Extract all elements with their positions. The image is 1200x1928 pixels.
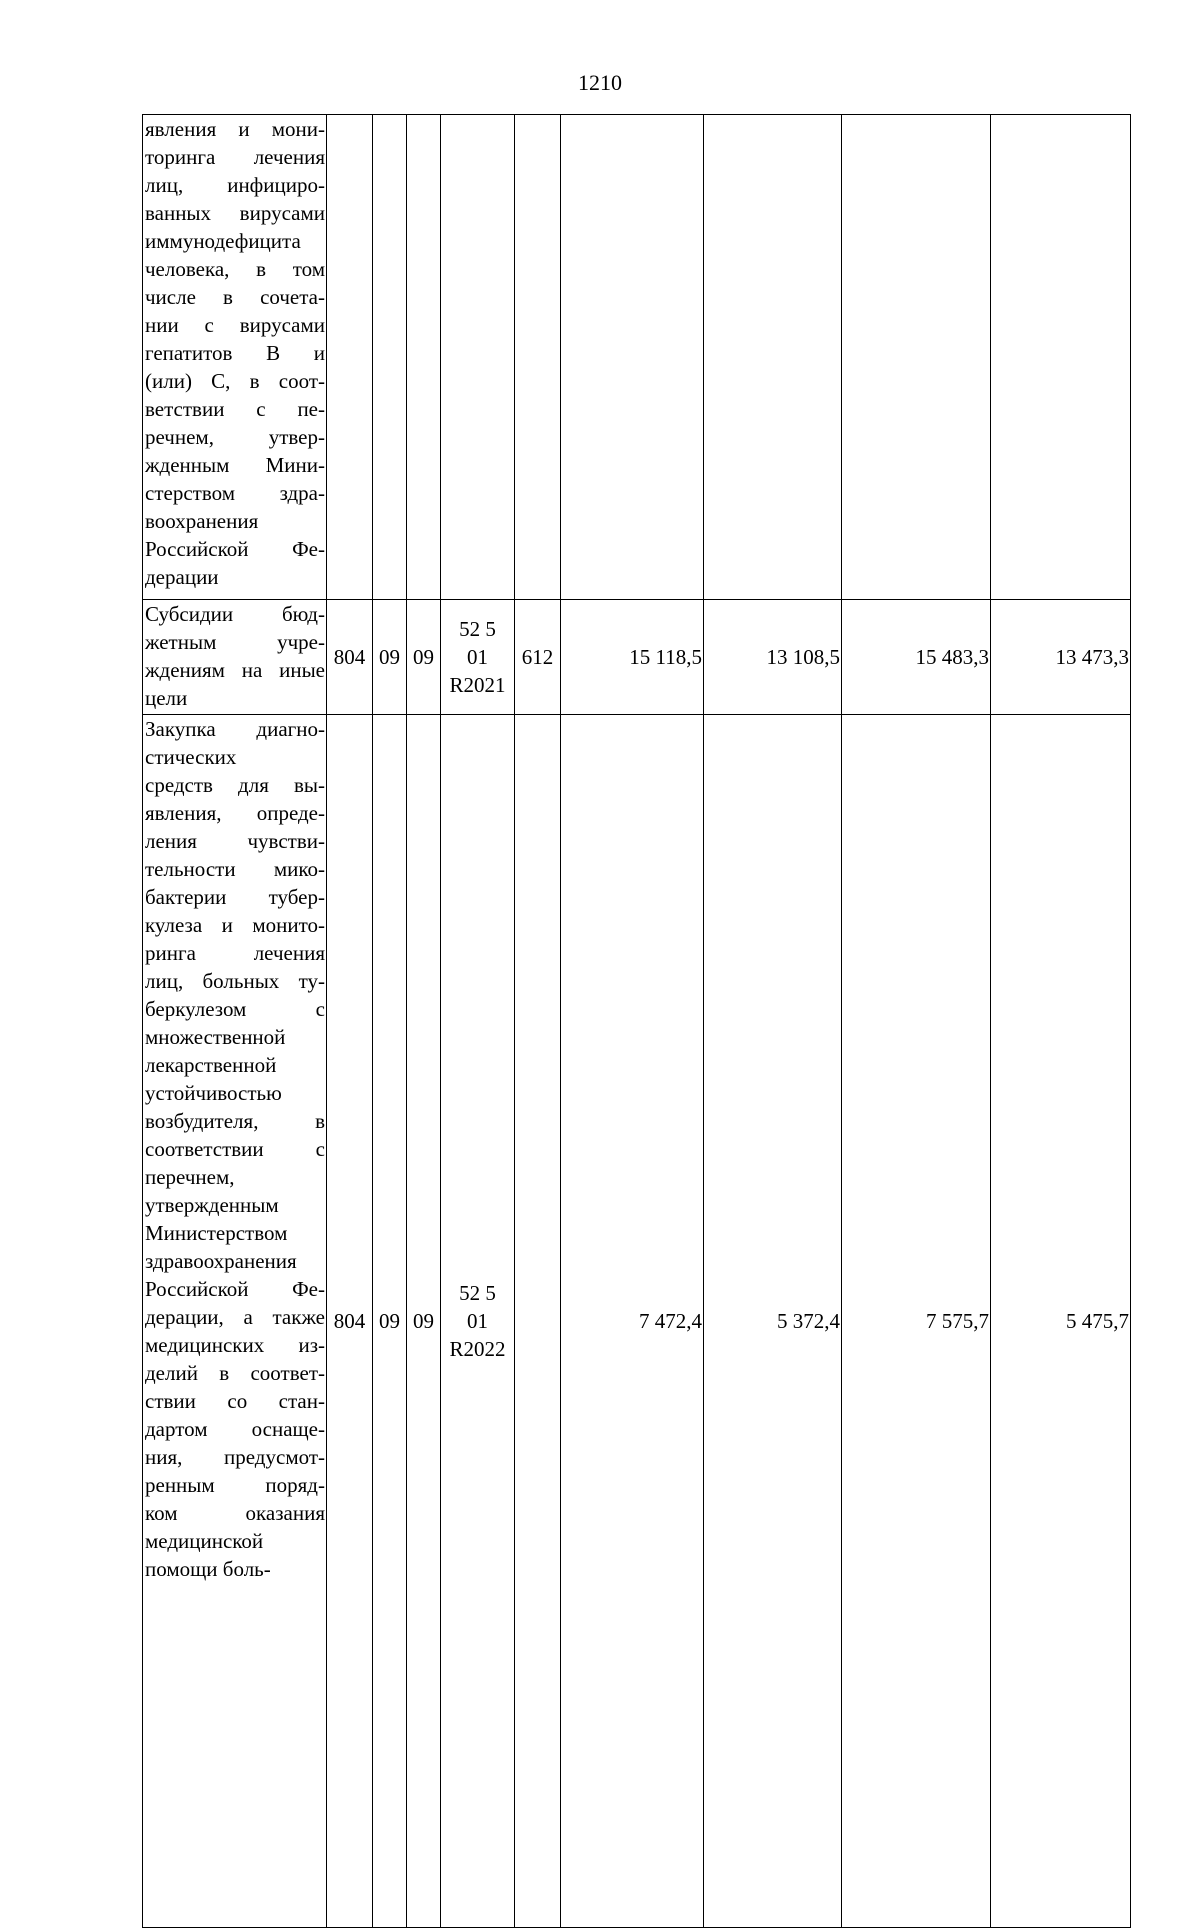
expense-name <box>145 115 325 591</box>
expense-name-line: медицинских из- <box>145 1333 325 1357</box>
target-article-line: 52 5 <box>459 1281 496 1305</box>
expense-name-line: ветствии с пе- <box>145 397 325 421</box>
table-row <box>143 600 1131 715</box>
section-code <box>373 115 407 600</box>
amount-cell-1 <box>561 115 704 600</box>
amount-cell-4: 13 473,3 <box>991 600 1131 715</box>
expense-name-line: средств для вы- <box>145 773 325 797</box>
expense-name-line: дерации, а также <box>145 1305 325 1329</box>
expense-name-line: нии с вирусами <box>145 313 325 337</box>
expense-name-line: медицинской <box>145 1529 264 1553</box>
expense-name-line: ринга лечения <box>145 941 325 965</box>
expense-name-line: устойчивостью <box>145 1081 282 1105</box>
expense-name-line: жетным учре- <box>145 630 325 654</box>
expense-type-code <box>515 715 561 1928</box>
subsection-code <box>407 115 441 600</box>
table-body <box>143 115 1131 1928</box>
amount-cell-4 <box>991 115 1131 600</box>
expense-name-line: стических <box>145 745 237 769</box>
expense-name-line: беркулезом с <box>145 997 325 1021</box>
target-article-line: R2021 <box>449 673 506 697</box>
target-article-line: 01 <box>467 1309 488 1333</box>
expense-name-line: Субсидии бюд- <box>145 602 325 626</box>
expense-name-line: кулеза и монито- <box>145 913 325 937</box>
expense-name-line: ствии со стан- <box>145 1389 325 1413</box>
grbs-code: 804 <box>327 600 373 715</box>
target-article-line: 01 <box>467 645 488 669</box>
expense-name-line: числе в сочета- <box>145 285 325 309</box>
page-number: 1210 <box>578 70 622 95</box>
amount-cell-2 <box>704 115 842 600</box>
subsection-code: 09 <box>407 715 441 1928</box>
expense-name-line: речнем, утвер- <box>145 425 325 449</box>
table-row <box>143 715 1131 1928</box>
expense-name-line: ния, предусмот- <box>145 1445 325 1469</box>
expense-name-line: ления чувстви- <box>145 829 325 853</box>
expense-name-line: лекарственной <box>145 1053 277 1077</box>
budget-table <box>142 114 1131 1928</box>
amount-cell-3: 7 575,7 <box>842 715 991 1928</box>
expense-name-line: лиц, больных ту- <box>145 969 325 993</box>
expense-name-line: Российской Фе- <box>145 537 325 561</box>
expense-name-line: ванных вирусами <box>145 201 325 225</box>
expense-name-line: возбудителя, в <box>145 1109 325 1133</box>
expense-name-line: иммунодефицита <box>145 229 301 253</box>
expense-name-line: гепатитов В и <box>145 341 325 365</box>
expense-name <box>145 715 325 1583</box>
expense-name-line: цели <box>145 686 188 710</box>
expense-name-line: торинга лечения <box>145 145 325 169</box>
expense-name-line: ждениям на иные <box>145 658 325 682</box>
amount-cell-2: 5 372,4 <box>704 715 842 1928</box>
expense-name-line: явления, опреде- <box>145 801 325 825</box>
section-code: 09 <box>373 715 407 1928</box>
expense-name-line: ком оказания <box>145 1501 325 1525</box>
expense-name-line: утвержденным <box>145 1193 279 1217</box>
amount-cell-2: 13 108,5 <box>704 600 842 715</box>
target-article-code <box>441 715 515 1928</box>
expense-name-line: дерации <box>145 565 219 589</box>
expense-name-line: Министерством <box>145 1221 288 1245</box>
grbs-code <box>327 115 373 600</box>
expense-name-line: соответствии с <box>145 1137 325 1161</box>
expense-name-line: ренным поряд- <box>145 1473 325 1497</box>
amount-cell-4: 5 475,7 <box>991 715 1131 1928</box>
expense-name-cell <box>143 715 327 1928</box>
amount-cell-3: 15 483,3 <box>842 600 991 715</box>
expense-name-cell <box>143 115 327 600</box>
expense-name-line: дартом оснаще- <box>145 1417 325 1441</box>
expense-name-line: делий в соответ- <box>145 1361 325 1385</box>
expense-name-cell <box>143 600 327 715</box>
amount-cell-1: 15 118,5 <box>561 600 704 715</box>
section-code: 09 <box>373 600 407 715</box>
expense-name-line: (или) С, в соот- <box>145 369 325 393</box>
expense-type-code: 612 <box>515 600 561 715</box>
expense-name-line: перечнем, <box>145 1165 235 1189</box>
expense-name-line: воохранения <box>145 509 259 533</box>
expense-name <box>145 600 325 712</box>
expense-name-line: лиц, инфициро- <box>145 173 325 197</box>
expense-name-line: множественной <box>145 1025 286 1049</box>
expense-name-line: тельности мико- <box>145 857 325 881</box>
expense-name-line: помощи боль- <box>145 1557 271 1581</box>
grbs-code: 804 <box>327 715 373 1928</box>
table-row <box>143 115 1131 600</box>
expense-type-code <box>515 115 561 600</box>
expense-name-line: Закупка диагно- <box>145 717 325 741</box>
expense-name-line: здравоохранения <box>145 1249 297 1273</box>
expense-name-line: жденным Мини- <box>145 453 325 477</box>
amount-cell-3 <box>842 115 991 600</box>
amount-cell-1: 7 472,4 <box>561 715 704 1928</box>
expense-name-line: человека, в том <box>145 257 325 281</box>
target-article-code <box>441 600 515 715</box>
expense-name-line: стерством здра- <box>145 481 325 505</box>
expense-name-line: Российской Фе- <box>145 1277 325 1301</box>
target-article-code <box>441 115 515 600</box>
expense-name-line: явления и мони- <box>145 117 325 141</box>
expense-name-line: бактерии тубер- <box>145 885 325 909</box>
target-article-line: R2022 <box>449 1337 506 1361</box>
target-article-line: 52 5 <box>459 617 496 641</box>
subsection-code: 09 <box>407 600 441 715</box>
